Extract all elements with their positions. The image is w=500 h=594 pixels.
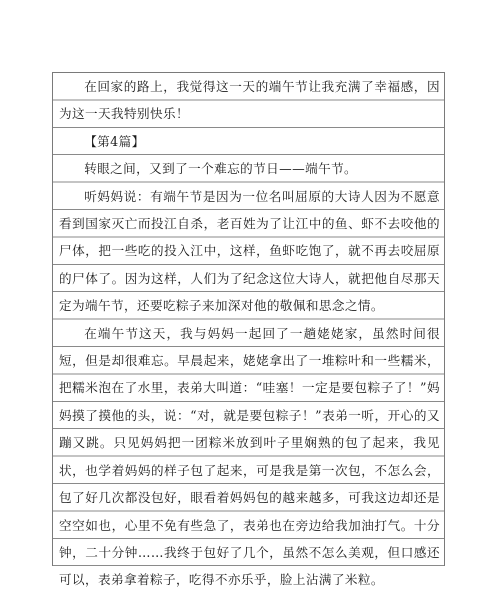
paragraph-intro: 在回家的路上，我觉得这一天的端午节让我充满了幸福感，因为这一天我特别快乐！ bbox=[59, 79, 440, 122]
document-body bbox=[59, 73, 440, 594]
document-page bbox=[52, 72, 445, 588]
paragraph-opening: 转眼之间，又到了一个难忘的节日——端午节。 bbox=[84, 161, 358, 177]
section-heading: 【第4篇】 bbox=[84, 133, 145, 149]
paragraph-legend: 听妈妈说：有端午节是因为一位名叫屈原的大诗人因为不愿意看到国家灭亡而投江自杀，老百姓为了让江中的鱼、虾不去咬他的尸体，把一些吃的投入江中，这样，鱼虾吃饱了，就不再去咬屈原的尸体了。因为这样，人们为了纪念这位大诗人，就把他自尽那天定为端午节，还要吃粽子来加深对他的敬佩和思念之情。 bbox=[59, 188, 440, 314]
paragraph-story: 在端午节这天，我与妈妈一起回了一趟姥姥家，虽然时间很短，但是却很难忘。早晨起来，姥姥拿出了一堆粽叶和一些糯米，把糯米泡在了水里，表弟大叫道：“哇塞！一定是要包粽子了！”妈妈摸了摸他的头，说：“对，就是要包粽子！”表弟一听，开心的又蹦又跳。只见妈妈把一团粽米放到叶子里娴熟的包了起来，我见状，也学着妈妈的样子包了起来，可是我是第一次包，不怎么会，包了好几次都没包好，眼看着妈妈包的越来越多，可我这边却还是空空如也，心里不免有些急了，表弟也在旁边给我加油打气。十分钟，二十分钟……我终于包好了几个，虽然不怎么美观，但口感还可以，表弟拿着粽子，吃得不亦乐乎，脸上沾满了米粒。 bbox=[59, 325, 440, 588]
